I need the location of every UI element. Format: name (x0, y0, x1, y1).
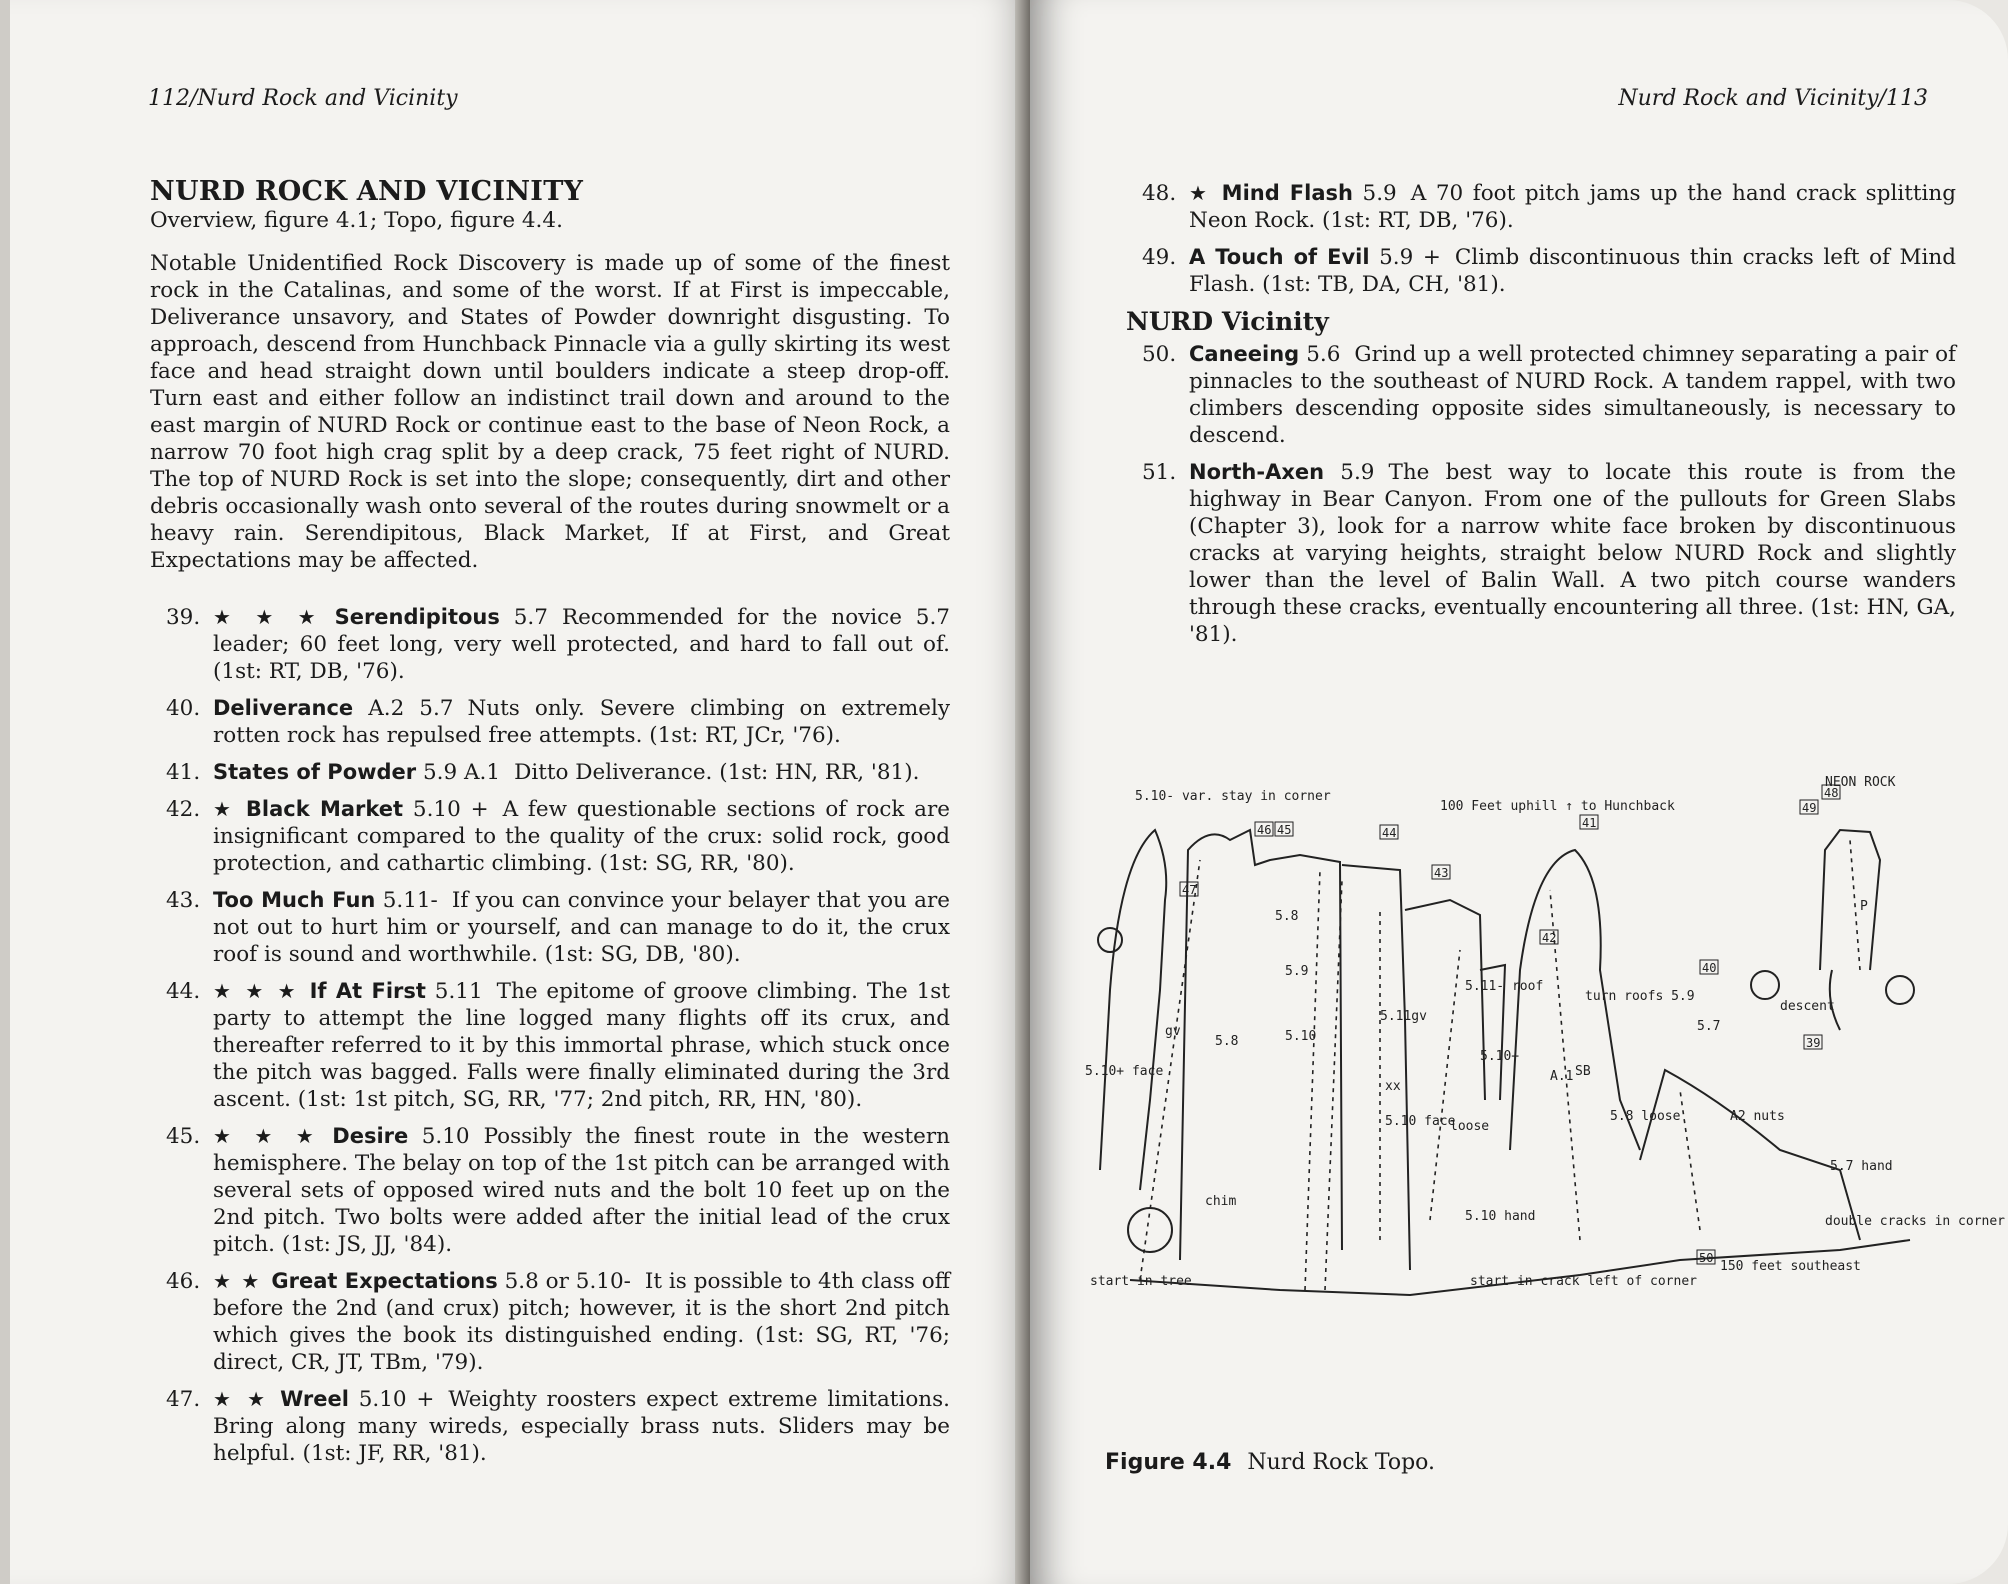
topo-label: 5.7 hand (1830, 1159, 1893, 1174)
topo-label: chim (1205, 1194, 1237, 1209)
route-number: 41. (166, 760, 201, 785)
route-description: If you can convince your belayer that you are not out to hurt him or yourself, and can manage to do it, the crux roof is sound and worthwhile. (1st: SG, DB, '80). (213, 888, 950, 967)
route-entry (150, 1386, 950, 1467)
route-number: 42. (166, 797, 201, 822)
star-rating: ★ (213, 797, 236, 821)
star-rating: ★ ★ ★ (213, 979, 300, 1003)
route-box: 42 (1542, 931, 1557, 945)
topo-label: 5.10 (1285, 1029, 1317, 1044)
route-name: Great Expectations (271, 1269, 498, 1293)
route-entry (1126, 180, 1956, 234)
route-grade: 5.9 (1362, 181, 1397, 206)
route-grade: 5.10 + (412, 797, 489, 822)
route-name: Desire (332, 1124, 409, 1148)
route-number: 48. (1142, 181, 1177, 206)
route-list (150, 604, 950, 1467)
route-number: 49. (1142, 245, 1177, 270)
route-box: 47 (1182, 883, 1197, 897)
topo-label: 5.8 loose (1610, 1109, 1681, 1124)
topo-label: 5.7 (1697, 1019, 1721, 1034)
topo-labels (1085, 775, 2005, 1289)
route-entry (150, 759, 950, 786)
route-number: 44. (166, 979, 201, 1004)
route-entry (1126, 341, 1956, 449)
route-description: A few questionable sections of rock are insignificant compared to the quality of the crux: solid rock, good protection, and cathartic climbing. (1st: SG, RR, '80). (213, 797, 951, 876)
route-entry (150, 1123, 950, 1258)
route-name: Too Much Fun (213, 888, 376, 912)
route-name: A Touch of Evil (1189, 245, 1370, 269)
route-box: 46 (1257, 823, 1272, 837)
route-box: 50 (1699, 1251, 1714, 1265)
route-entry (150, 887, 950, 968)
route-line (1680, 1090, 1700, 1230)
overview-line: Overview, figure 4.1; Topo, figure 4.4. (150, 208, 563, 233)
route-line (1850, 840, 1860, 970)
route-name: Black Market (245, 797, 404, 821)
topo-label: 150 feet southeast (1720, 1259, 1861, 1274)
topo-label: double cracks in corner (1825, 1214, 2006, 1229)
star-rating: ★ ★ ★ (213, 605, 325, 629)
route-number: 39. (166, 605, 201, 630)
topo-label: 5.10 hand (1465, 1209, 1536, 1224)
topo-label: descent (1780, 999, 1835, 1014)
topo-label: 5.10 face (1385, 1114, 1456, 1129)
running-head-right: Nurd Rock and Vicinity/113 (1618, 86, 1928, 111)
route-line (1305, 870, 1320, 1290)
topo-label: P (1860, 899, 1868, 914)
rock-outline (1820, 830, 1880, 970)
route-description: The best way to locate this route is from the highway in Bear Canyon. From one of the pullouts for Green Slabs (Chapter 3), look for a narrow white face broken by discontinuous cracks at varying heights, straight below NURD Rock and slightly lower than the level of Balin Wall. A two pitch course wanders through these cracks, eventually encountering all three. (1st: HN, GA, '81). (1189, 460, 1956, 647)
topo-label: 5.8 (1215, 1034, 1239, 1049)
topo-label: 100 Feet uphill ↑ to Hunchback (1440, 799, 1675, 814)
route-number: 50. (1142, 342, 1177, 367)
star-rating: ★ ★ (213, 1269, 262, 1293)
route-description: Ditto Deliverance. (1st: HN, RR, '81). (514, 760, 920, 785)
route-grade: 5.11 (434, 979, 483, 1004)
route-entry (150, 695, 950, 749)
topo-label: NEON ROCK (1825, 775, 1896, 790)
route-description: The epitome of groove climbing. The 1st party to attempt the line logged many flights off its crux, and thereafter referred to it by this immortal phrase, which stuck once the pitch was bagged. Falls were finally eliminated during the 3rd ascent. (1st: 1st pitch, SG, RR, '77; 2nd pitch, RR, HN, '80). (213, 979, 950, 1112)
topo-figure (1080, 770, 2006, 1340)
route-description: Nuts only. Severe climbing on extremely rotten rock has repulsed free attempts. (1st: RT, JCr, '76). (213, 696, 950, 748)
route-name: North-Axen (1189, 460, 1325, 484)
route-grade: 5.6 (1306, 342, 1341, 367)
topo-label: start in crack left of corner (1470, 1274, 1697, 1289)
topo-label: SB (1575, 1064, 1591, 1079)
route-box: 41 (1582, 816, 1597, 830)
route-number: 40. (166, 696, 201, 721)
route-description: Grind up a well protected chimney separating a pair of pinnacles to the southeast of NURD Rock. A tandem rappel, with two climbers descending opposite sides simultaneously, is necessary to descend. (1189, 342, 1956, 448)
route-description: Recommended for the novice 5.7 leader; 60 feet long, very well protected, and hard to fall out of. (1st: RT, DB, '76). (213, 605, 950, 684)
route-box: 45 (1277, 823, 1292, 837)
route-entry (150, 604, 950, 685)
route-box: 44 (1382, 826, 1397, 840)
topo-label: gv (1165, 1024, 1181, 1039)
intro-paragraph: Notable Unidentified Rock Discovery is made up of some of the finest rock in the Catalinas, and some of the worst. If at First is impeccable, Deliverance unsavory, and States of Powder downright disgusting. To approach, descend from Hunchback Pinnacle via a gully skirting its west face and head straight down until boulders indicate a steep drop-off. Turn east and either follow an indistinct trail down and around to the east margin of NURD Rock or continue east to the base of Neon Rock, a narrow 70 foot high crag split by a deep crack, 75 feet right of NURD. The top of NURD Rock is set into the slope; consequently, dirt and other debris occasionally wash onto several of the routes during snowmelt or a heavy rain. Serendipitous, Black Market, If at First, and Great Expectations may be affected. (150, 251, 950, 573)
route-grade: 5.9 + (1379, 245, 1441, 270)
route-description: Possibly the finest route in the western hemisphere. The belay on top of the 1st pitch can be arranged with several sets of opposed wired nuts and the bolt 10 feet up on the 2nd pitch. Two bolts were added after the initial lead of the crux pitch. (1st: JS, JJ, '84). (213, 1124, 950, 1257)
figure-title: Nurd Rock Topo. (1247, 1450, 1436, 1475)
figure-caption (1105, 1450, 1435, 1475)
topo-label: 5.10- var. stay in corner (1135, 789, 1331, 804)
tree-icon (1098, 928, 1122, 952)
subsection-title: NURD Vicinity (1126, 307, 1329, 336)
star-rating: ★ ★ ★ (213, 1124, 323, 1148)
route-description: Weighty roosters expect extreme limitations. Bring along many wireds, especially brass nuts. Sliders may be helpful. (1st: JF, RR, '81). (213, 1387, 950, 1466)
page-edge (0, 0, 10, 1584)
route-name: Caneeing (1189, 342, 1300, 366)
topo-label: turn roofs 5.9 (1585, 989, 1695, 1004)
tree-icon (1886, 976, 1914, 1004)
rock-outline (1405, 900, 1485, 1100)
figure-label: Figure 4.4 (1105, 1450, 1232, 1475)
route-description: A 70 foot pitch jams up the hand crack splitting Neon Rock. (1st: RT, DB, '76). (1189, 181, 1956, 233)
route-number: 51. (1142, 460, 1177, 485)
topo-label: 5.9 (1285, 964, 1309, 979)
section-title: NURD ROCK AND VICINITY (150, 176, 584, 207)
route-grade: 5.11- (382, 888, 438, 913)
route-number-boxes (1180, 785, 1840, 1265)
route-entry (1126, 459, 1956, 648)
route-number: 46. (166, 1269, 201, 1294)
running-head-left: 112/Nurd Rock and Vicinity (148, 86, 458, 111)
topo-label: 5.11gv (1380, 1009, 1427, 1024)
route-box: 49 (1802, 801, 1817, 815)
route-grade: A.2 5.7 (368, 696, 454, 721)
topo-label: 5.11- roof (1465, 979, 1544, 994)
route-box: 43 (1434, 866, 1449, 880)
topo-label: A2 nuts (1730, 1109, 1785, 1124)
route-grade: 5.7 (513, 605, 548, 630)
route-name: Serendipitous (334, 605, 500, 629)
route-number: 43. (166, 888, 201, 913)
left-column (150, 178, 950, 1477)
route-grade: 5.9 (1340, 460, 1375, 485)
route-entry (1126, 244, 1956, 298)
topo-label: xx (1385, 1079, 1401, 1094)
route-number: 47. (166, 1387, 201, 1412)
route-grade: 5.8 or 5.10- (504, 1269, 631, 1294)
route-number: 45. (166, 1124, 201, 1149)
route-name: If At First (309, 979, 426, 1003)
topo-label: loose (1450, 1119, 1490, 1134)
topo-label: A.1 (1550, 1069, 1574, 1084)
route-box: 39 (1806, 1036, 1821, 1050)
route-name: States of Powder (213, 760, 417, 784)
route-box: 40 (1702, 961, 1717, 975)
route-entry (150, 978, 950, 1113)
route-entry (150, 796, 950, 877)
topo-label: 5.10+ face (1085, 1064, 1164, 1079)
topo-label: start in tree (1090, 1274, 1192, 1289)
rock-outline (1100, 830, 1166, 1190)
route-description: It is possible to 4th class off before the 2nd (and crux) pitch; however, it is the short 2nd pitch which gives the book its distinguished ending. (1st: SG, RT, '76; direct, CR, JT, TBm, '79). (213, 1269, 951, 1375)
route-grade: 5.10 (421, 1124, 470, 1149)
route-description: Climb discontinuous thin cracks left of Mind Flash. (1st: TB, DA, CH, '81). (1189, 245, 1956, 297)
right-column (1126, 180, 1956, 658)
route-grade: 5.9 A.1 (423, 760, 501, 785)
route-entry (150, 1268, 950, 1376)
topo-label: 5.10+ (1480, 1049, 1520, 1064)
star-rating: ★ (1189, 181, 1212, 205)
rock-outline (1342, 865, 1410, 1270)
route-grade: 5.10 + (358, 1387, 435, 1412)
route-name: Deliverance (213, 696, 354, 720)
topo-label: 5.8 (1275, 909, 1299, 924)
route-line (1430, 950, 1460, 1220)
tree-icon (1751, 971, 1779, 999)
route-name: Wreel (280, 1387, 349, 1411)
star-rating: ★ ★ (213, 1387, 271, 1411)
route-box: 48 (1824, 786, 1839, 800)
route-name: Mind Flash (1221, 181, 1353, 205)
